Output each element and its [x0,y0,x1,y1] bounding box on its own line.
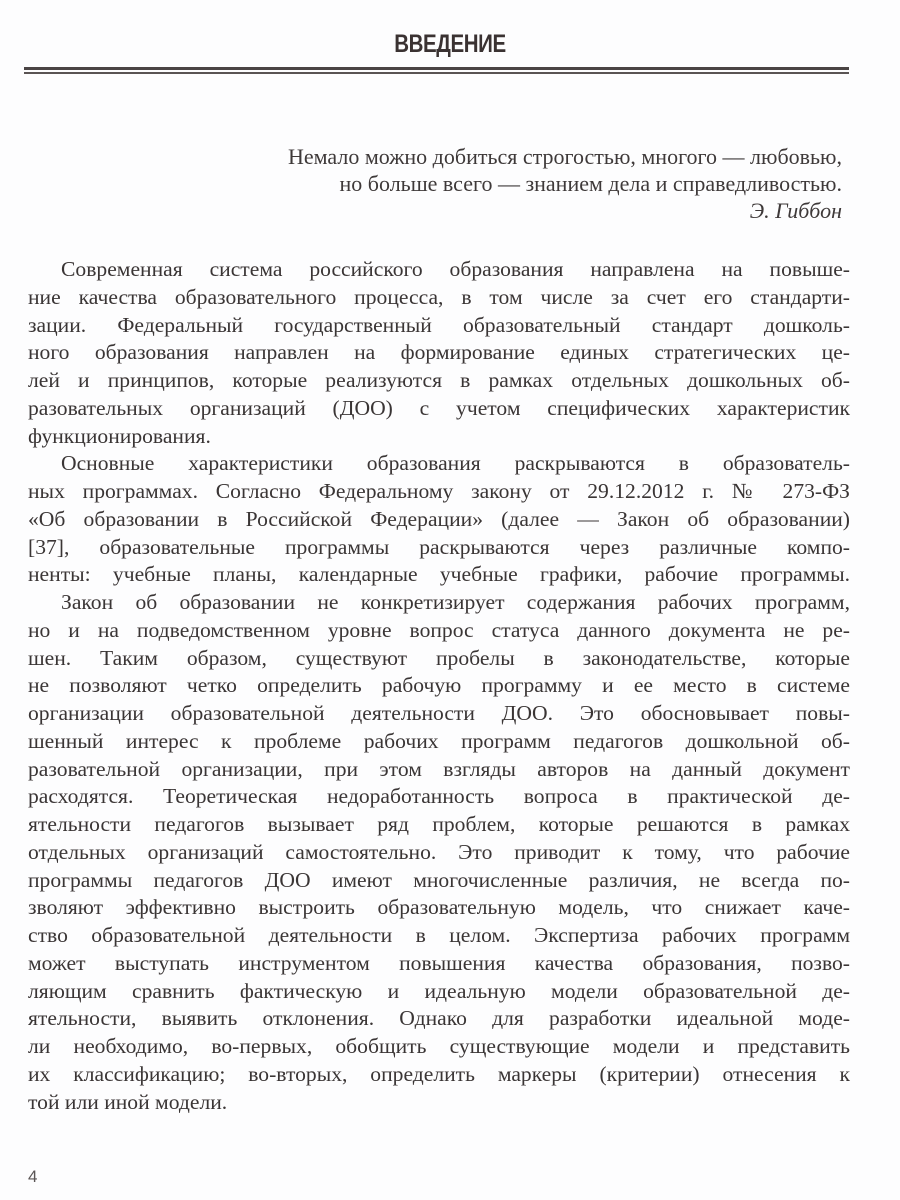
text-line: ятельности педагогов вызывает ряд проблем, которые решаются в рамках [28,812,850,836]
text-line: шен. Таким образом, существуют пробелы в законодательстве, которые [28,645,850,670]
text-line: ятельности, выявить отклонения. Однако для разработки идеальной моде- [28,1006,850,1031]
text-line: но и на подведомственном уровне вопрос статуса данного документа не ре- [28,617,850,642]
text-line: «Об образовании в Российской Федерации» (далее — Закон об образовании) [28,506,850,531]
text-line: Основные характеристики образования раскрываются в образователь- [61,451,850,476]
header-rule-thick [24,67,849,70]
text-line: зации. Федеральный государственный образовательный стандарт дошколь- [28,312,850,337]
text-line: функционирования. [28,423,211,448]
text-line: отдельных организаций самостоятельно. Это приводит к тому, что рабочие [28,839,850,864]
epigraph-line: Немало можно добиться строгостью, многого — любовью, [287,144,842,169]
text-line: может выступать инструментом повышения качества образования, позво- [28,950,850,975]
text-line: ние качества образовательного процесса, в том числе за счет его стандарти- [28,284,850,309]
paragraph [28,450,850,589]
text-line: ли необходимо, во-первых, обобщить существующие модели и представить [28,1034,850,1058]
text-line: Современная система российского образования направлена на повыше- [61,257,850,281]
text-line: зволяют эффективно выстроить образовательную модель, что снижает каче- [28,895,850,920]
paragraph [28,256,850,450]
text-line: организации образовательной деятельности ДОО. Это обосновывает повы- [28,701,850,725]
header-rule-thin [24,72,849,74]
body-text [28,256,850,1116]
text-line: программы педагогов ДОО имеют многочисленные различия, не всегда по- [28,867,850,892]
text-line: ных программах. Согласно Федеральному закону от 29.12.2012 г. № 273-ФЗ [28,479,850,503]
epigraph [142,143,842,224]
text-line: ненты: учебные планы, календарные учебные графики, рабочие программы. [28,562,850,587]
text-line: Закон об образовании не конкретизирует содержания рабочих программ, [61,590,850,614]
page-number: 4 [28,1167,38,1186]
text-line: [37], образовательные программы раскрываются через различные компо- [28,534,850,559]
epigraph-line: но больше всего — знанием дела и справедливостью. [339,171,842,196]
text-line: шенный интерес к проблеме рабочих программ педагогов дошкольной об- [28,728,850,753]
epigraph-author: Э. Гиббон [749,198,842,223]
text-line: их классификацию; во-вторых, определить маркеры (критерии) отнесения к [28,1061,850,1086]
text-line: лей и принципов, которые реализуются в рамках отдельных дошкольных об- [28,368,850,392]
text-line: расходятся. Теоретическая недоработанность вопроса в практической де- [28,784,850,809]
chapter-title: ВВЕДЕНИЕ [394,30,506,58]
text-line: ного образования направлен на формирование единых стратегических це- [28,340,850,365]
paragraph [28,589,850,1116]
text-line: ство образовательной деятельности в целом. Экспертиза рабочих программ [28,923,850,947]
text-line: разовательной организации, при этом взгляды авторов на данный документ [28,756,850,781]
text-line: ляющим сравнить фактическую и идеальную модели образовательной де- [28,978,850,1003]
text-line: той или иной модели. [28,1089,228,1114]
text-line: разовательных организаций (ДОО) с учетом специфических характеристик [28,395,850,420]
text-line: не позволяют четко определить рабочую программу и ее место в системе [28,673,850,698]
